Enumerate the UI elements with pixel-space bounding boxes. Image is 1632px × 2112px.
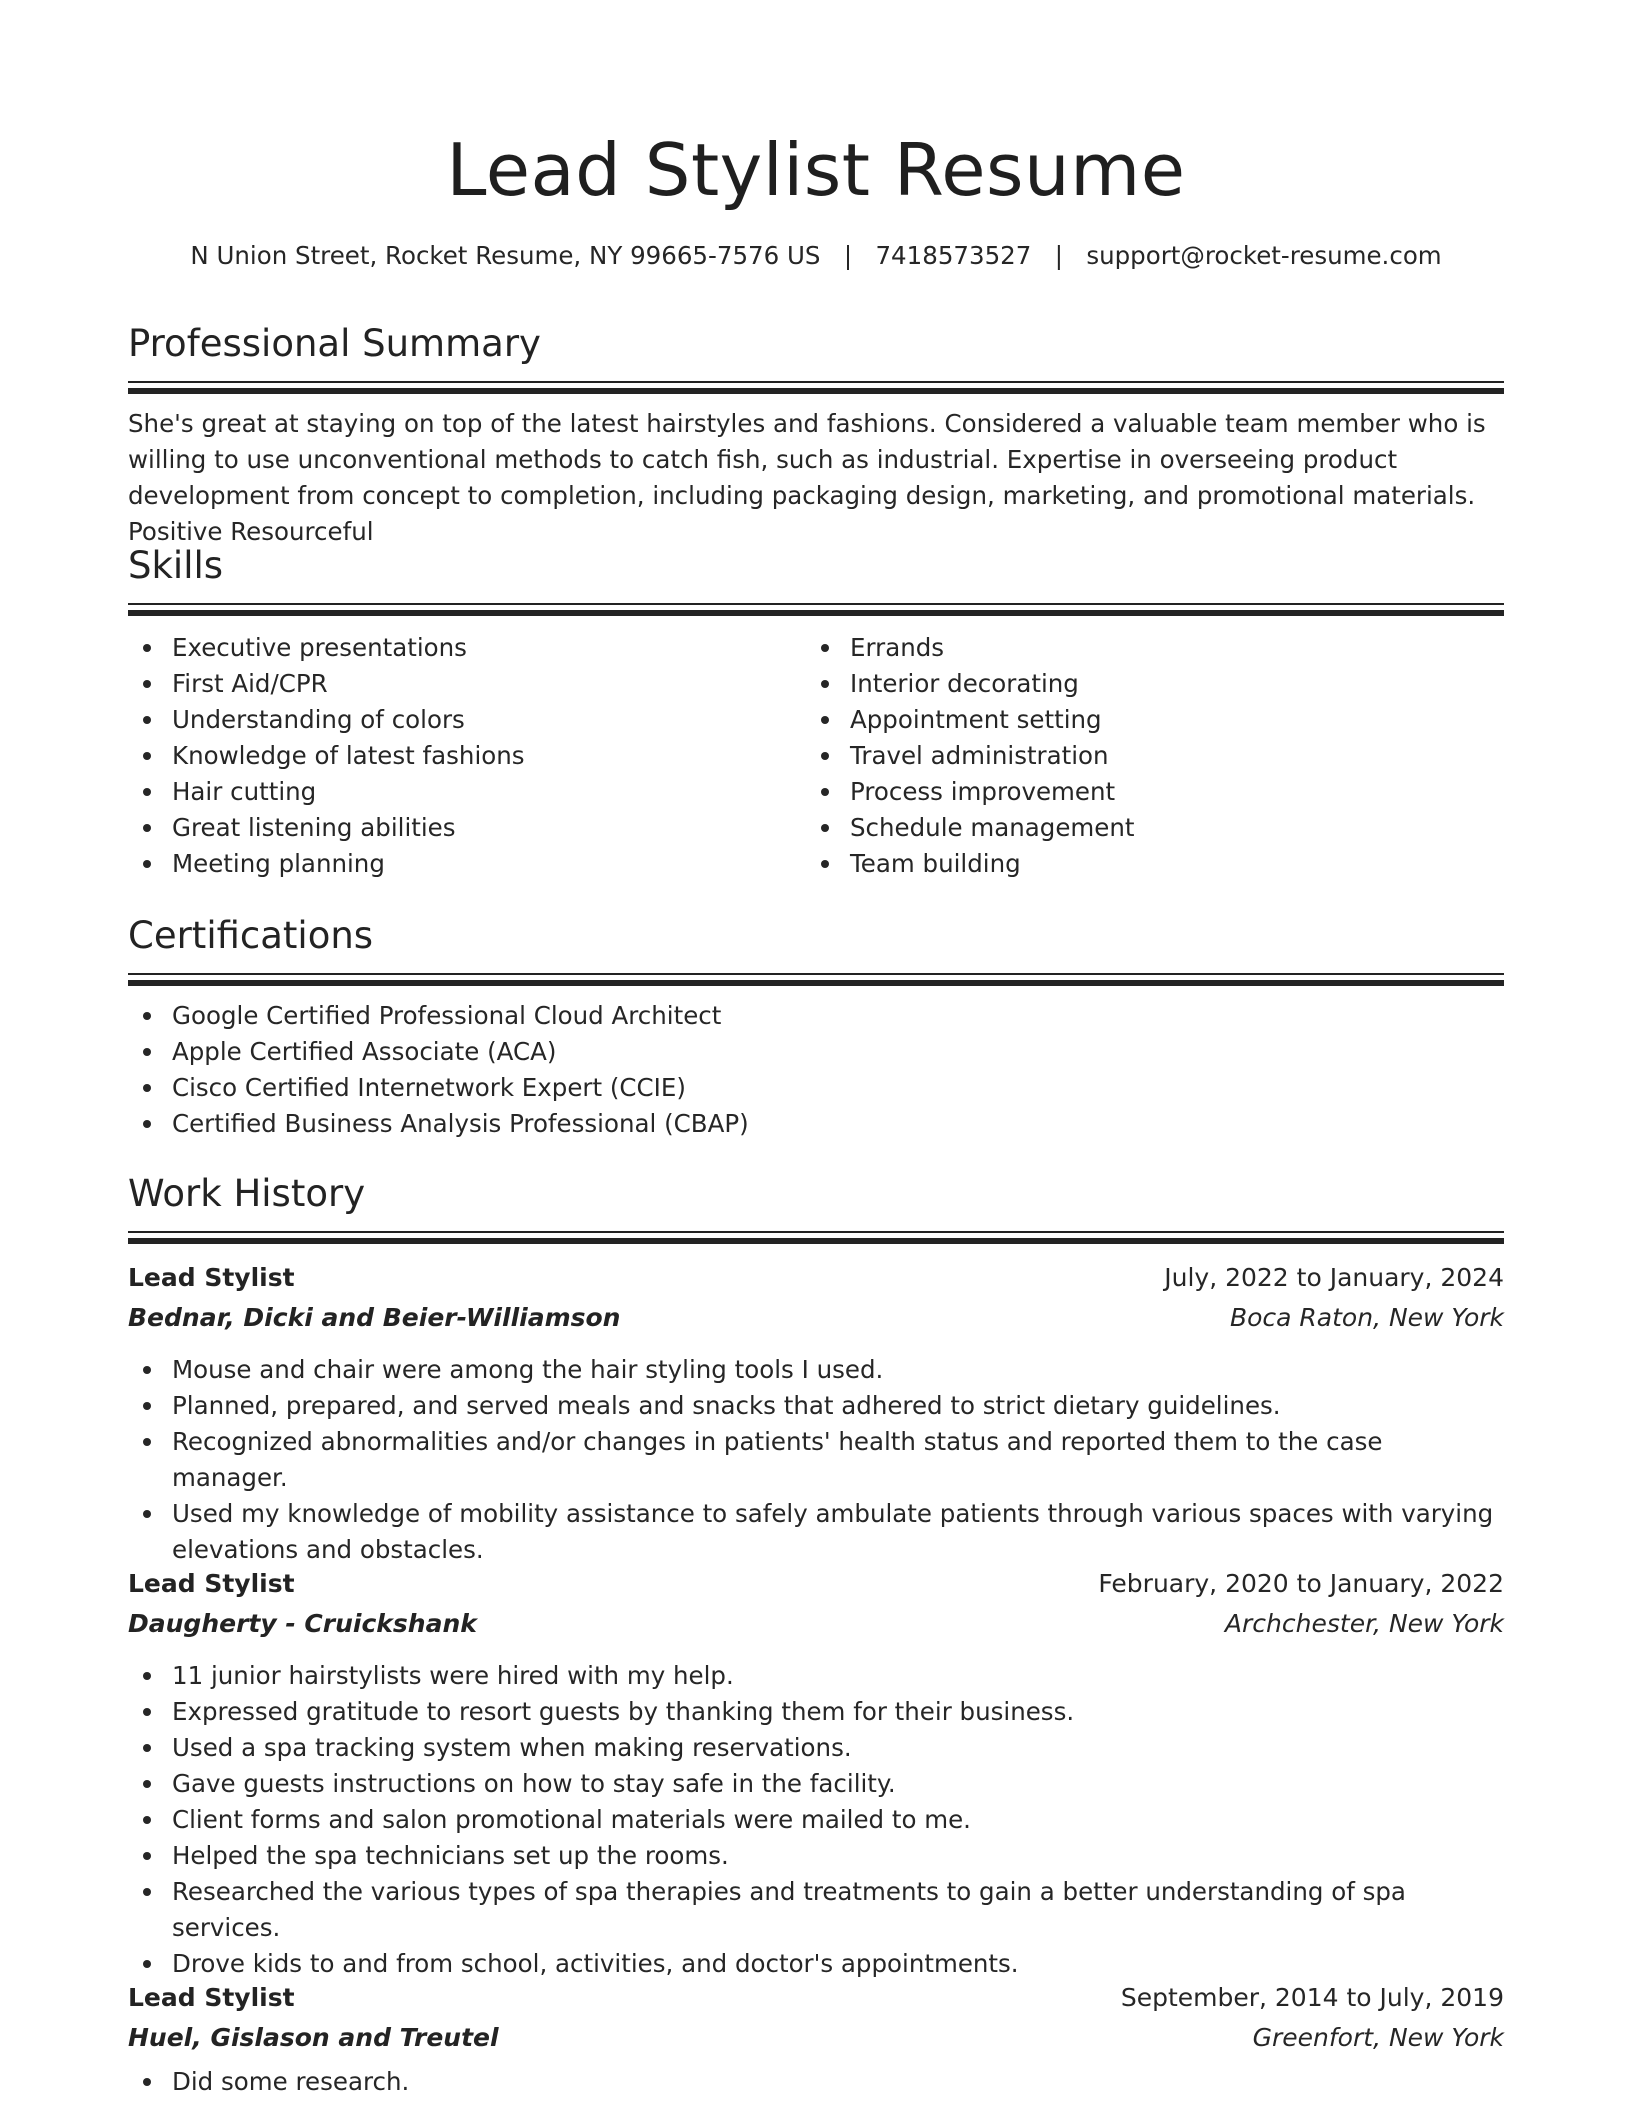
summary-divider-thick <box>128 388 1504 394</box>
job-bullet: Gave guests instructions on how to stay safe in the facility. <box>128 1766 1504 1802</box>
job-bullets <box>128 2064 1504 2100</box>
certifications-divider-thick <box>128 980 1504 986</box>
skills-divider-thin <box>128 603 1504 605</box>
summary-section-header <box>128 318 1504 394</box>
skills-left-list <box>128 630 768 882</box>
job-entry <box>128 1258 1504 1568</box>
job-dates: July, 2022 to January, 2024 <box>1164 1263 1504 1292</box>
skills-section-header <box>128 540 1504 616</box>
certifications-section-header <box>128 910 1504 986</box>
job-dates: September, 2014 to July, 2019 <box>1120 1983 1504 2012</box>
job-company: Bednar, Dicki and Beier-Williamson <box>128 1303 621 1332</box>
skill-item: Interior decorating <box>806 666 1446 702</box>
job-bullet: Helped the spa technicians set up the rooms. <box>128 1838 1504 1874</box>
skills-right-list <box>806 630 1446 882</box>
resume-title: Lead Stylist Resume <box>446 128 1186 212</box>
skill-item: Travel administration <box>806 738 1446 774</box>
job-bullets <box>128 1658 1504 1982</box>
job-entry <box>128 1564 1504 1982</box>
certification-item: Cisco Certified Internetwork Expert (CCIE) <box>128 1070 1504 1106</box>
work-heading: Work History <box>128 1172 366 1215</box>
job-entry <box>128 1978 1504 2100</box>
work-divider-thick <box>128 1238 1504 1244</box>
skill-item: First Aid/CPR <box>128 666 768 702</box>
skill-item: Hair cutting <box>128 774 768 810</box>
certifications-heading: Certifications <box>128 914 374 957</box>
skill-item: Process improvement <box>806 774 1446 810</box>
job-location: Archchester, New York <box>1224 1609 1504 1638</box>
summary-heading: Professional Summary <box>128 322 541 365</box>
work-section-header <box>128 1168 1504 1244</box>
job-company: Huel, Gislason and Treutel <box>128 2023 499 2052</box>
skills-divider-thick <box>128 610 1504 616</box>
job-bullet: Expressed gratitude to resort guests by thanking them for their business. <box>128 1694 1504 1730</box>
skills-left-column <box>128 630 768 882</box>
job-location: Boca Raton, New York <box>1229 1303 1504 1332</box>
skill-item: Appointment setting <box>806 702 1446 738</box>
skill-item: Great listening abilities <box>128 810 768 846</box>
job-bullet: Did some research. <box>128 2064 1504 2100</box>
contact-line: N Union Street, Rocket Resume, NY 99665-7576 US | 7418573527 | support@rocket-resume.com <box>190 241 1442 270</box>
job-location: Greenfort, New York <box>1252 2023 1504 2052</box>
certification-item: Google Certified Professional Cloud Architect <box>128 998 1504 1034</box>
skill-item: Executive presentations <box>128 630 768 666</box>
summary-text: She's great at staying on top of the latest hairstyles and fashions. Considered a valuable team member who is willing to use unconventional methods to catch fish, such as industrial. Expertise in overseeing product development from concept to completion, including packaging design, marketing, and promotional materials. Positive Resourceful <box>128 409 1486 546</box>
job-bullet: Used my knowledge of mobility assistance to safely ambulate patients through various spaces with varying elevations and obstacles. <box>128 1496 1504 1568</box>
job-bullet: Researched the various types of spa therapies and treatments to gain a better understanding of spa services. <box>128 1874 1504 1946</box>
job-bullet: Drove kids to and from school, activities, and doctor's appointments. <box>128 1946 1504 1982</box>
job-bullet: 11 junior hairstylists were hired with my help. <box>128 1658 1504 1694</box>
skills-right-column <box>806 630 1446 882</box>
job-title: Lead Stylist <box>128 1263 295 1292</box>
certifications-list <box>128 998 1504 1142</box>
job-title: Lead Stylist <box>128 1983 295 2012</box>
job-bullets <box>128 1352 1504 1568</box>
certification-item: Certified Business Analysis Professional (CBAP) <box>128 1106 1504 1142</box>
work-divider-thin <box>128 1231 1504 1233</box>
summary-divider-thin <box>128 381 1504 383</box>
job-title: Lead Stylist <box>128 1569 295 1598</box>
certifications-divider-thin <box>128 973 1504 975</box>
skill-item: Meeting planning <box>128 846 768 882</box>
skill-item: Knowledge of latest fashions <box>128 738 768 774</box>
job-company: Daugherty - Cruickshank <box>128 1609 477 1638</box>
skill-item: Team building <box>806 846 1446 882</box>
job-bullet: Client forms and salon promotional materials were mailed to me. <box>128 1802 1504 1838</box>
skill-item: Errands <box>806 630 1446 666</box>
certifications-list-wrapper <box>128 998 1504 1142</box>
job-bullet: Planned, prepared, and served meals and snacks that adhered to strict dietary guidelines. <box>128 1388 1504 1424</box>
skill-item: Schedule management <box>806 810 1446 846</box>
certification-item: Apple Certified Associate (ACA) <box>128 1034 1504 1070</box>
job-bullet: Used a spa tracking system when making reservations. <box>128 1730 1504 1766</box>
skill-item: Understanding of colors <box>128 702 768 738</box>
skills-heading: Skills <box>128 544 224 587</box>
job-bullet: Mouse and chair were among the hair styling tools I used. <box>128 1352 1504 1388</box>
job-dates: February, 2020 to January, 2022 <box>1098 1569 1504 1598</box>
job-bullet: Recognized abnormalities and/or changes in patients' health status and reported them to the case manager. <box>128 1424 1504 1496</box>
